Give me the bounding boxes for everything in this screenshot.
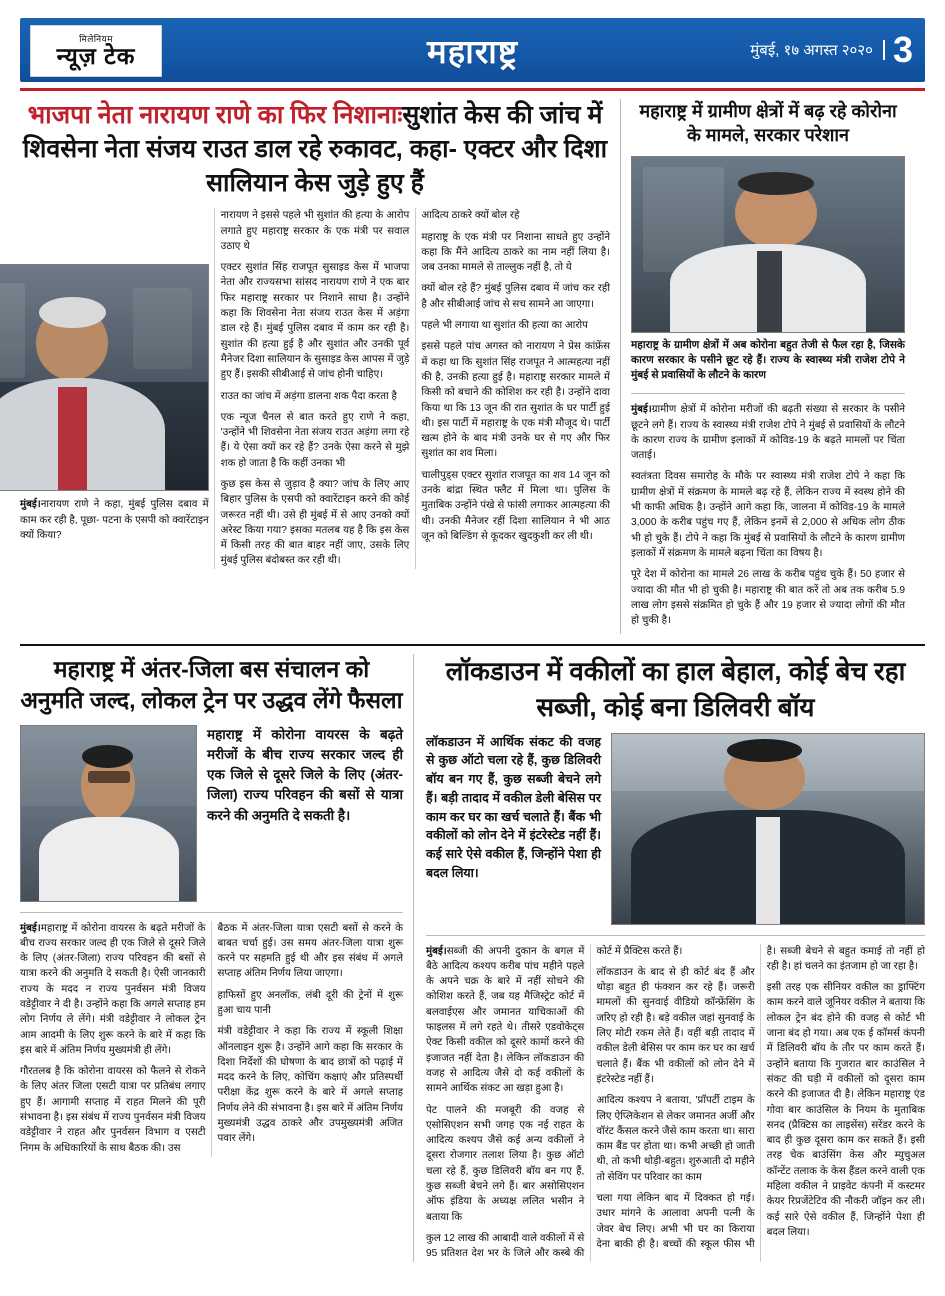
- lead-story: [20, 99, 620, 634]
- lawyer-photo: [611, 733, 925, 925]
- lawyers-intro-row: [426, 733, 925, 925]
- lawyers-intro: लॉकडाउन में आर्थिक संकट की वजह से कुछ ऑटो चला रहे हैं, कुछ डिलिवरी बॉय बन गए हैं, कुछ सब्जी बेचने लगे हैं। बड़ी तादाद में वकील डेली बेसिस पर काम कर घर का खर्च चलाते हैं। बैंक भी वकीलों को लोन देने में इंटरेस्टेड नहीं हैं। कई सारे ऐसे वकील हैं, जिन्होंने पेशा ही बदल लिया।: [426, 734, 601, 880]
- narayan-rane-photo: [0, 264, 209, 491]
- lead-col-2: कुछ इस केस से जुड़ाव है क्या? जांच के लिए आए बिहार पुलिस के एसपी को क्वारेंटाइन करने की कोई जरूरत नहीं थी। उसे ही मुंबई में से आए उनको क्यों अरेस्ट किया गया? इसका मतलब यह है कि इस केस में किसी तरह की बात बाहर नहीं जाए, उसके लिए मुंबई पुलिस बंदोबस्त कर रही थी। आदित्य ठाकरे क्यों बोल रहे महाराष्ट्र के एक मंत्री पर निशाना साधते हुए उन्होंने कहा कि मैंने आदित्य ठाकरे का नाम नहीं लिया है। जब उनका मामले से ताल्लुक नहीं है, तो ये: [220, 210, 610, 567]
- rural-headline: महाराष्ट्र में ग्रामीण क्षेत्रों में बढ़ रहे कोरोना के मामले, सरकार परेशान: [639, 101, 897, 146]
- lawyers-col-1: मुंबई।सब्जी की अपनी दुकान के बगल में बैठे आदित्य कश्यप करीब पांच महीने पहले के अपने चक्र के बारे में नहीं सोचने की कोशिश करते हैं, जब यह मैजिस्ट्रेट कोर्ट में बलवाईएस और जमानत याचिकाओं की फाइलस में लगे रहते थे। तीसरे एडवोकेट्स ऐक्ट किसी वकील को दूसरे कामों करने की इजाजत नहीं देता है। लेकिन लॉकडाउन की वजह से आदित्य जैसे दो कई वकीलों के सामने आर्थिक संकट आ खड़ा हुआ है। पेट पालने की मजबूरी की वजह से एसोसिएशन सभी जगह एक नई राहत के आदित्य कश्यप जैसे कई अन्य वकीलों ने दूसरा रोजगार तलाश लिया है। कुछ ऑटो चला रहे हैं, कुछ डिलिवरी बॉय बन गए हैं, कुछ सब्जी बेचने लगे हैं। बार असोसिएशन ऑफ इंडिया के अध्यक्ष ललित भसीन ने बताया कि: [426, 945, 585, 1223]
- lead-col-3: क्यों बोल रहे हैं? मुंबई पुलिस दबाव में जांच कर रही है और सीबीआई जांच से सच सामने आ जाएगा। पहले भी लगाया था सुशांत की हत्या का आरोप इससे पहले पांच अगस्त को नारायण ने प्रेस कांफ्रेंस में कहा था कि सुशांत सिंह राजपूत ने आत्महत्या नहीं की है, उनकी हत्या हुई है। महाराष्ट्र सरकार मामले में किसी को बचाने की कोशिश कर रही है। उन्होंने दावा किया था कि 13 जून की रात सुशांत के घर पार्टी हुई थी। इस पार्टी में महाराष्ट्र के एक मंत्री मौजूद थे। पार्टी खत्म होने के बाद मंत्री उनके घर से गए और फिर सुशांत का शव मिला। चालीपुड्स एक्टर सुशांत राजपूत का शव 14 जून को उनके बांद्रा स्थित फ्लैट में मिला था। पुलिस के मुताबिक उन्होंने पंखे से फांसी लगाकर आत्महत्या की थी। उनकी मैनेजर रहीं दिशा सालियान ने भी आठ जून को बिल्डिंग से कूदकर खुदकुशी कर ली थी।: [421, 283, 610, 542]
- logo-title: न्यूज़ टेक: [56, 42, 136, 69]
- lawyers-col-3: चला गया लेकिन बाद में दिक्कत हो गई। उधार मांगने के आलावा अपनी पत्नी के जेवर बेच लिए। अभी भी घर का किराया देना बाकी ही है। बच्चों की स्कूल फीस भी है। सब्जी बेचने से बहुत कमाई तो नहीं हो रही है। हां चलने का इंतजाम हो जा रहा है। इसी तरह एक सीनियर वकील का ड्राफ्टिंग काम करने वाले जूनियर वकील ने बताया कि लोकल ट्रेन बंद होने की वजह से कोर्ट भी जाना बंद हो गया। अब एक ई कॉमर्स कंपनी में डिलिवरी बॉय के तौर पर काम करते हैं। उन्होंने बताया कि गुजरात बार काउंसिल ने संकट की घड़ी में वकीलों को दूसरा काम करने की इजाजत दी है। लेकिन महाराष्ट्र एंड गोवा बार काउंसिल के नियम के मुताबिक सनद (प्रैक्टिस का लाइसेंस) सरेंडर करने के बाद ही कुछ दूसरा काम कर सकते हैं। इसी तरह चेक बाउंसिंग केस और म्युचुअल कॉन्टेंट तलाक के केस हैंडल करने वाली एक महिला वकील ने प्राइवेट कंपनी में कस्टमर केयर रिप्रजेंटेटिव की नौकरी जॉइन कर ली। कई सारे ऐसे वकील हैं, जिन्होंने पेशा ही बदल लिया।: [596, 945, 925, 1250]
- lawyers-headline: लॉकडाउन में वकीलों का हाल बेहाल, कोई बेच रहा सब्जी, कोई बना डिलिवरी बॉय: [445, 656, 906, 722]
- lawyers-body: [426, 944, 925, 1262]
- lawyers-col-2: कुल 12 लाख की आबादी वाले वकीलों में से 95 प्रतिशत देश भर के जिले और कस्बे की कोर्ट में प्रैक्टिस करते हैं। लॉकडाउन के बाद से ही कोर्ट बंद हैं और थोड़ा बहुत ही फंक्शन कर रहे हैं। जरूरी मामलों की सुनवाई वीडियो कॉन्फ्रेंसिंग के जरिए हो रही है। बड़े वकील जहां सुनवाई के लिए मोटी रकम लेते हैं। वहीं बड़ी तादाद में वकील डेली बेसिस पर काम कर घर का खर्च चलाते हैं। बैंक भी वकीलों को लोन देने में इंटरेस्टेड नहीं हैं। आदित्य कश्यप ने बताया, 'प्रॉपर्टी टाइम के लिए ऐप्लिकेशन से लेकर जमानत अर्जी और वॉरंट कैंसल करने जैसे काम करता था। सारा काम बैंड पर होता था। कभी अच्छी हो जाती थी, तो कभी थोड़ी-बहुत। शुरुआती दो महीने तो सेविंग पर परिवार का काम: [426, 945, 755, 1260]
- divider: [631, 393, 905, 394]
- lead-body: [20, 208, 610, 569]
- lead-headline: [20, 99, 610, 200]
- page-number: 3: [892, 29, 913, 70]
- rajesh-tope-photo: [631, 156, 905, 333]
- divider-red: [20, 88, 925, 91]
- rural-photo-caption: महाराष्ट्र के ग्रामीण क्षेत्रों में अब कोरोना बहुत तेजी से फैल रहा है, जिसके कारण सरकार के पसीने छूट रहे हैं। राज्य के स्वास्थ्य मंत्री राजेश टोपे ने मुंबई से प्रवासियों के लौटने के कारण: [631, 338, 905, 382]
- divider: [426, 935, 925, 936]
- masthead-right: [750, 18, 917, 82]
- bus-intro-row: [20, 725, 403, 902]
- divider-thick: [20, 644, 925, 646]
- bus-col-2: बैठक में अंतर-जिला यात्रा एसटी बसों से करने के बाबत चर्चा हुई। उस समय अंतर-जिला यात्रा शुरू करने पर सहमति हुई थी और इस संबंध में अगले सप्ताह अंतिम निर्णय लिया जाएगा। हाफिसों हुए अनलॉक, लंबी दूरी की ट्रेनों में शुरू हुआ चाय पानी मंत्री वडेट्टीवार ने कहा कि राज्य में स्कूली शिक्षा ऑनलाइन शुरू है। उन्होंने आगे कहा कि सरकार के दिशा निर्देशों की घोषणा के बाद छात्रों को पढ़ाई में मदद करने के लिए, कोचिंग कक्षाएं और प्रतिस्पर्धी परीक्षा केंद्र शुरू करने के बारे में अगले सप्ताह निर्णय लेने की संभावना है। इस बारे में अंतिम निर्णय मुख्यमंत्री उद्धव ठाकरे और उपमुख्यमंत्री अजित पवार लेंगे।: [217, 922, 403, 1145]
- top-section: [20, 99, 925, 634]
- uddhav-thackeray-photo: [20, 725, 197, 902]
- publication-logo: [30, 25, 162, 77]
- bottom-section: [20, 654, 925, 1261]
- dateline: मुंबई, १७ अगस्त २०२०: [750, 40, 885, 60]
- bus-headline: महाराष्ट्र में अंतर-जिला बस संचालन को अनुमति जल्द, लोकल ट्रेन पर उद्धव लेंगे फैसला: [20, 656, 403, 714]
- lead-headline-red: भाजपा नेता नारायण राणे का फिर निशानाः: [27, 101, 403, 129]
- lead-headline-black: सुशांत केस की जांच में शिवसेना नेता संजय राउत डाल रहे रुकावट, कहा- एक्टर और दिशा सालियान केस जुड़े हुए हैं: [22, 101, 608, 197]
- bus-body: [20, 921, 403, 1158]
- masthead: [20, 18, 925, 82]
- lawyers-story: [413, 654, 925, 1261]
- page-title: महाराष्ट्र: [426, 32, 519, 70]
- rural-body-text: मुंबई।ग्रामीण क्षेत्रों में कोरोना मरीजों की बढ़ती संख्या से सरकार के पसीने छूटने लगे हैं। राज्य के स्वास्थ्य मंत्री राजेश टोपे ने मुंबई से प्रवासियों के लौटने के कारण राज्य के ग्रामीण इलाकों में कोविड-19 के बढ़ते मामलों पर चिंता जताई। स्वतंत्रता दिवस समारोह के मौके पर स्वास्थ्य मंत्री राजेश टोपे ने कहा कि ग्रामीण क्षेत्रों में संक्रमण के मामले बढ़ रहे हैं, लेकिन राज्य में स्वस्थ होने की भी काफी अधिक है। उन्होंने आगे कहा कि, जालना में कोविड-19 के मामले 3,000 के करीब पहुंच गए हैं, लेकिन इनमें से 2,000 से अधिक लोग ठीक भी हो चुके हैं। टोपे ने कहा कि मुंबई से प्रवासियों के लौटने के कारण ग्रामीण इलाकों में संक्रमण के मामले बढ़ना चिंता का विषय है। पूरे देश में कोरोना का मामले 26 लाख के करीब पहुंच चुके हैं। 50 हजार से ज्यादा की मौत भी हो चुकी है। महाराष्ट्र की बात करें तो अब तक करीब 5.9 लाख लोग इससे संक्रमित हो चुके हैं और 19 हजार से ज्यादा लोगों की मौत हो चुकी है।: [631, 404, 905, 627]
- divider: [20, 912, 403, 913]
- bus-intro: महाराष्ट्र में कोरोना वायरस के बढ़ते मरीजों के बीच राज्य सरकार जल्द ही एक जिले से दूसरे जिले के लिए (अंतर-जिला) राज्य परिवहन की बसों से यात्रा करने की अनुमति दे सकती है।: [207, 726, 403, 823]
- logo-subtitle: मिलेनियम: [79, 33, 113, 44]
- lead-col-1: मुंबई।नारायण राणे ने कहा, मुंबई पुलिस दबाव में काम कर रही है, पूछा- पटना के एसपी को क्वारेंटाइन क्यों किया? नारायण ने इससे पहले भी सुशांत की हत्या के आरोप लगाते हुए महाराष्ट्र सरकार के एक मंत्री पर सवाल उठाए थे एक्टर सुशांत सिंह राजपूत सुसाइड केस में भाजपा नेता और राज्यसभा सांसद नारायण राणे ने एक बार फिर महाराष्ट्र सरकार पर निशाने साधा है। उन्होंने कहा कि शिवसेना नेता संजय राउत केस में अड़ंगा डाल रहे हैं। मुंबई पुलिस दबाव में काम कर रही है। सुशांत की हत्या हुई है और सुशांत और उनकी पूर्व मैनेजर दिशा सालियान के सुसाइड केस आपस में जुड़े हुए हैं। इसकी सीबीआई से जांच होनी चाहिए। राउत का जांच में अड़ंगा डालना शक पैदा करता है एक न्यूज चैनल से बात करते हुए राणे ने कहा, 'उन्होंने भी शिवसेना नेता संजय राउत अड़ंगा लगा रहे हैं। ये ऐसा क्यों कर रहे हैं? उनके ऐसा करने से मुझे शक हो जाता है कि कहीं उनका भी: [20, 210, 410, 541]
- rural-corona-story: [620, 99, 905, 634]
- bus-col-1: मुंबई।महाराष्ट्र में कोरोना वायरस के बढ़ते मरीजों के बीच राज्य सरकार जल्द ही एक जिले से दूसरे जिले के लिए (अंतर-जिला) राज्य परिवहन की बसों से यात्रा करने की अनुमति दे सकती है। ऐसी जानकारी राज्य के मदद न राज्य पुनर्वसन मंत्री विजय वडेट्टीवार ने दी है। उन्होंने कहा कि अगले सप्ताह हम लोग निर्णय ले लेंगे। मंत्री वडेट्टीवार ने लोकल ट्रेन आम आदमी के लिए शुरू करने के बारे में कहा कि इस बारे में अंतिम निर्णय मुख्यमंत्री ही लेंगे। गौरतलब है कि कोरोना वायरस को फैलने से रोकने के लिए अंतर जिला एसटी यात्रा पर प्रतिबंध लगाए हुए हैं। आगामी सप्ताह में राहत मिलने की पूरी संभावना है। इस संबंध में राज्य पुनर्वसन मंत्री विजय वडेट्टीवार ने राहत और पुनर्वसन विभाग व एसटी निगम के अधिकारियों के साथ बैठक की। उस: [20, 922, 206, 1154]
- rural-body: [631, 402, 905, 628]
- lead-photo-wrap: [0, 264, 209, 491]
- interdistrict-bus-story: [20, 654, 413, 1261]
